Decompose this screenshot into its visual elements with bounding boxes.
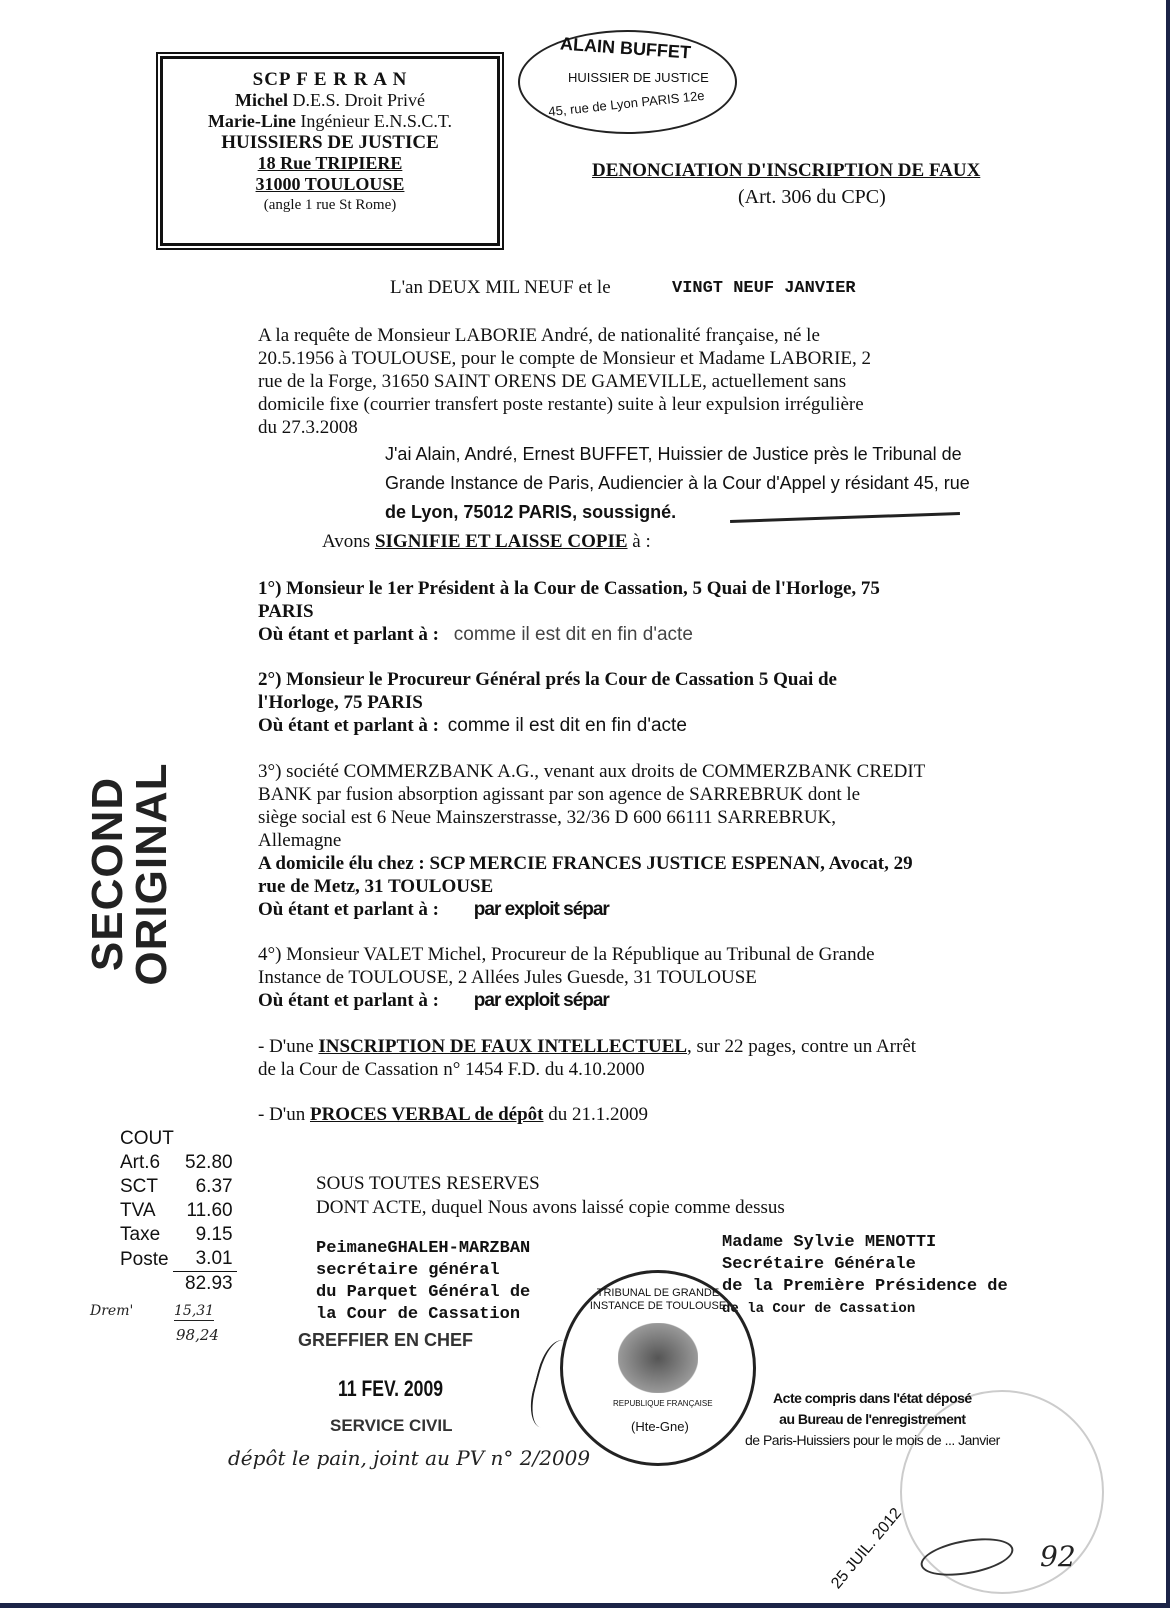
recipient-response: par exploit sépar [473,899,609,920]
doc-line2: de la Cour de Cassation n° 1454 F.D. du 4.10.2000 [258,1059,645,1080]
stamp-title: HUISSIER DE JUSTICE [568,70,709,85]
document-title: DENONCIATION D'INSCRIPTION DE FAUX [592,160,981,181]
stamp-name: ALAIN BUFFET [559,33,692,63]
signifie-line [322,531,651,553]
recipient-2 [258,668,837,737]
sign-line: de la Première Présidence de [722,1277,1008,1296]
cost-hand-label: Drem' [90,1303,134,1319]
partner-title: Ingénieur E.N.S.C.T. [300,111,453,131]
sign-line: secrétaire général [316,1261,500,1280]
enregistrement-stamp [745,1388,1000,1451]
doc-bold: PROCES VERBAL de dépôt [309,1104,544,1125]
stamp-date: 25 JUIL. 2012 [828,1504,906,1593]
recipient-line: PARIS [258,601,314,622]
closing [316,1172,785,1220]
signifie-bold: SIGNIFIE ET LAISSE COPIE [374,531,628,552]
cost-row: SCT 6.37 [120,1176,233,1197]
partner-title: D.E.S. Droit Privé [292,90,425,110]
request-line: 20.5.1956 à TOULOUSE, pour le compte de Monsieur et Madame LABORIE, 2 [258,348,872,369]
recipient-line: 4°) Monsieur VALET Michel, Procureur de la République au Tribunal de Grande [258,944,875,965]
margin-stamp-line: ORIGINAL [127,762,176,986]
speaking-label: Où étant et parlant à : [258,624,440,645]
recipient-response: comme il est dit en fin d'acte [453,624,693,645]
second-original-stamp [83,714,176,1034]
cost-row: Taxe 9.15 [120,1224,233,1245]
firm-note: (angle 1 rue St Rome) [263,197,397,213]
doc-bold: INSCRIPTION DE FAUX INTELLECTUEL [318,1036,688,1057]
date-prefix: L'an DEUX MIL NEUF et le [390,277,611,298]
margin-stamp-line: SECOND [83,776,132,972]
signifie-suffix: à : [632,531,651,552]
request-line: du 27.3.2008 [258,417,358,438]
bailiff-line: Grande Instance de Paris, Audiencier à la Cour d'Appel y résidant 45, rue [385,473,970,493]
recipient-line: 2°) Monsieur le Procureur Général prés la Cour de Cassation 5 Quai de [258,669,837,690]
recipient-4 [258,943,875,1012]
sign-line: de la Cour de Cassation [722,1301,916,1317]
cost-table [120,1127,237,1296]
document-item [258,1103,648,1126]
bailiff-stamp [518,30,737,134]
request-line: rue de la Forge, 31650 SAINT ORENS DE GAMEVILLE, actuellement sans [258,371,847,392]
speaking-label: Où étant et parlant à : [258,990,440,1011]
recipient-line: l'Horloge, 75 PARIS [258,692,423,713]
recipient-line: Allemagne [258,830,342,851]
greffe-service: SERVICE CIVIL [330,1416,453,1435]
sign-line: Madame Sylvie MENOTTI [722,1233,937,1252]
date-value: VINGT NEUF JANVIER [672,279,856,298]
greffier-title: GREFFIER EN CHEF [298,1330,474,1350]
speaking-label: Où étant et parlant à : [258,899,440,920]
recipient-line: rue de Metz, 31 TOULOUSE [258,876,494,897]
recipient-line: 1°) Monsieur le 1er Président à la Cour de Cassation, 5 Quai de l'Horloge, 75 [258,578,880,599]
sign-line: Secrétaire Générale [722,1255,916,1274]
cost-row: TVA 11.60 [120,1200,233,1221]
recipient-1 [258,577,880,646]
recipient-response: comme il est dit en fin d'acte [447,715,687,736]
doc-prefix: - D'une [258,1036,314,1057]
page-number: 92 [1040,1540,1076,1573]
letterhead-box [160,56,500,246]
bailiff-line: de Lyon, 75012 PARIS, soussigné. [385,502,677,522]
closing-line: SOUS TOUTES RESERVES [316,1173,540,1194]
recipient-response: par exploit sépar [473,990,609,1011]
cost-row: Poste 3.01 [120,1247,237,1272]
greffe-date: 11 FEV. 2009 [338,1376,444,1401]
partner-name: Michel [235,90,288,110]
enregistrement-line: de Paris-Huissiers pour le mois de ... Janvier [745,1432,1000,1448]
seal-text: TRIBUNAL DE GRANDE INSTANCE DE TOULOUSE [589,1287,727,1312]
sign-line: PeimaneGHALEH-MARZBAN [316,1239,531,1258]
sign-line: du Parquet Général de [316,1283,531,1302]
handwritten-note: dépôt le pain, joint au PV n° 2/2009 [228,1446,591,1470]
partner-name: Marie-Line [207,111,296,131]
cost-total-row: 82.93 [185,1273,233,1294]
doc-suffix: , sur 22 pages, contre un Arrêt [687,1036,917,1057]
seal-emblem-icon [618,1323,698,1393]
signature-right [722,1232,1008,1320]
seal-sub: (Hte-Gne) [631,1419,689,1434]
speaking-label: Où étant et parlant à : [258,715,440,736]
cost-hand-extra: 15,31 [174,1303,215,1319]
document-item [258,1035,916,1081]
doc-suffix: du 21.1.2009 [543,1104,648,1125]
recipient-line: A domicile élu chez : SCP MERCIE FRANCES JUSTICE ESPENAN, Avocat, 29 [258,853,913,874]
cost-title: COUT [120,1128,174,1149]
cost-hand-total: 98,24 [176,1326,219,1344]
recipient-line: siège social est 6 Neue Mainszerstrasse, 32/36 D 600 66111 SARREBRUK, [258,807,837,828]
request-paragraph [258,324,871,439]
firm-city: 31000 TOULOUSE [255,174,405,194]
cost-row: Art.6 52.80 [120,1152,233,1173]
enregistrement-line: Acte compris dans l'état déposé [773,1390,972,1406]
closing-line: DONT ACTE, duquel Nous avons laissé copie comme dessus [316,1197,785,1218]
signifie-prefix: Avons [322,531,371,552]
firm-name: SCP F E R R A N [252,69,408,90]
doc-prefix: - D'un [258,1104,306,1125]
enregistrement-line: au Bureau de l'enregistrement [779,1411,966,1427]
signature-left [316,1238,530,1326]
seal-republique: REPUBLIQUE FRANÇAISE [613,1399,713,1408]
firm-street: 18 Rue TRIPIERE [257,153,403,173]
bailiff-line: J'ai Alain, André, Ernest BUFFET, Huissier de Justice près le Tribunal de [385,444,962,464]
recipient-line: 3°) société COMMERZBANK A.G., venant aux droits de COMMERZBANK CREDIT [258,761,926,782]
recipient-line: Instance de TOULOUSE, 2 Allées Jules Guesde, 31 TOULOUSE [258,967,757,988]
court-seal [560,1270,756,1466]
stamp-address: 45, rue de Lyon PARIS 12e [547,87,706,120]
document-subtitle: (Art. 306 du CPC) [738,186,886,208]
request-line: domicile fixe (courrier transfert poste restante) suite à leur expulsion irrégulière [258,394,864,415]
request-line: A la requête de Monsieur LABORIE André, de nationalité française, né le [258,325,820,346]
recipient-3 [258,760,925,921]
sign-line: la Cour de Cassation [316,1305,521,1324]
recipient-line: BANK par fusion absorption agissant par son agence de SARREBRUK dont le [258,784,861,805]
firm-role: HUISSIERS DE JUSTICE [221,132,439,153]
